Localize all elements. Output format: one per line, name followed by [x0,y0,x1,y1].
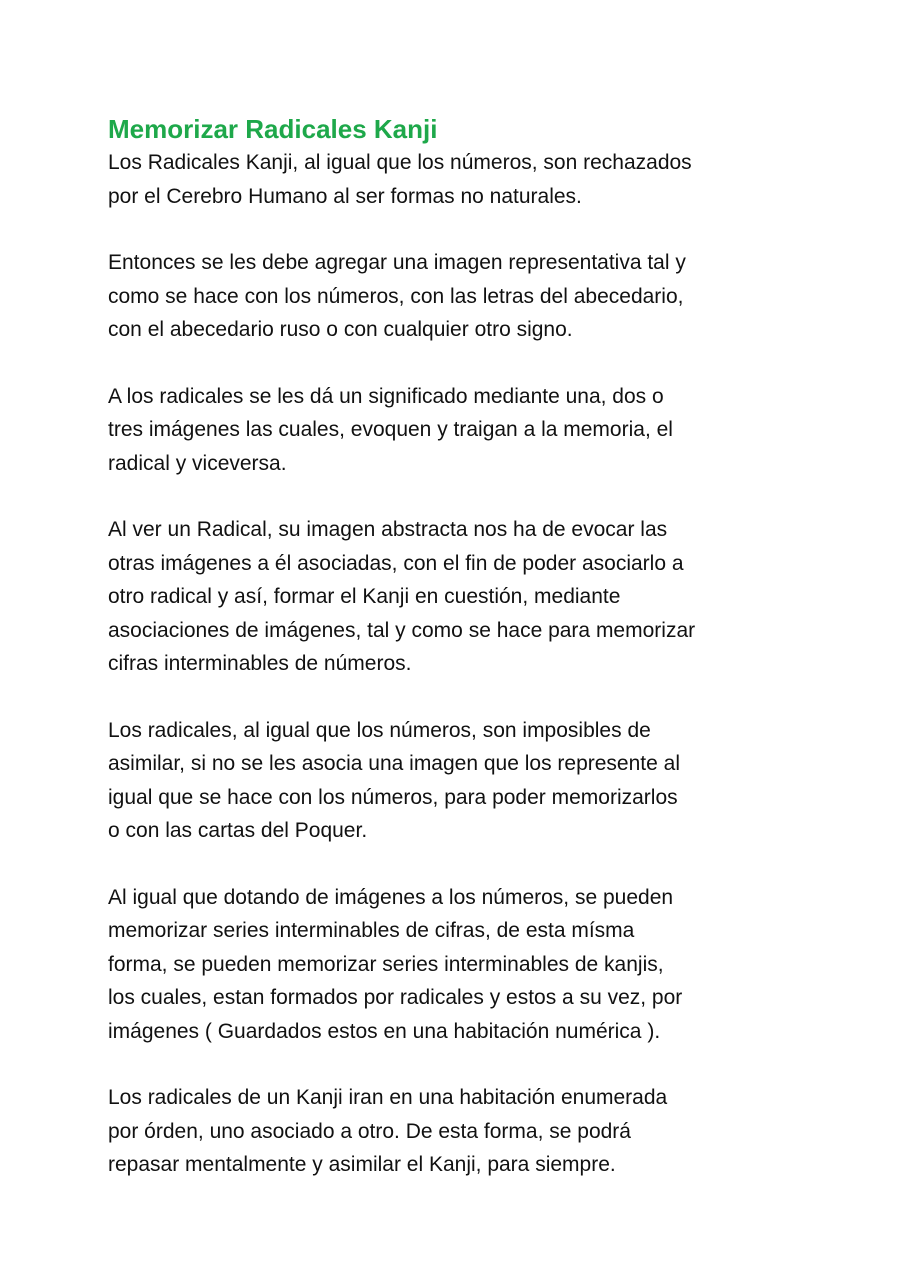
document-title: Memorizar Radicales Kanji [108,114,438,144]
paragraph-4: Al ver un Radical, su imagen abstracta nos ha de evocar las otras imágenes a él asociadas, con el fin de poder asociarlo a otro radical y así, formar el Kanji en cuestión, mediante asociaciones de imágenes, tal y como se hace para memorizar cifras interminables de números. [108,518,696,675]
paragraph-5: Los radicales, al igual que los números, son imposibles de asimilar, si no se les asocia una imagen que los represente al igual que se hace con los números, para poder memorizarlos o con las cartas del Poquer. [108,718,680,842]
paragraph-2: Entonces se les debe agregar una imagen representativa tal y como se hace con los números, con las letras del abecedario, con el abecedario ruso o con cualquier otro signo. [108,251,686,341]
paragraph-6: Al igual que dotando de imágenes a los números, se pueden memorizar series interminables de cifras, de esta mísma forma, se pueden memorizar series interminables de kanjis, los cuales, estan formados por radicales y estos a su vez, por imágenes ( Guardados estos en una habitación numérica ). [108,885,683,1043]
paragraph-7: Los radicales de un Kanji iran en una habitación enumerada por órden, uno asociado a otro. De esta forma, se podrá repasar mentalmente y asimilar el Kanji, para siempre. [108,1086,668,1176]
paragraph-1: Los Radicales Kanji, al igual que los números, son rechazados por el Cerebro Humano al ser formas no naturales. [108,151,692,208]
paragraph-3: A los radicales se les dá un significado mediante una, dos o tres imágenes las cuales, evoquen y traigan a la memoria, el radical y viceversa. [108,384,673,475]
document-page [108,112,808,1215]
